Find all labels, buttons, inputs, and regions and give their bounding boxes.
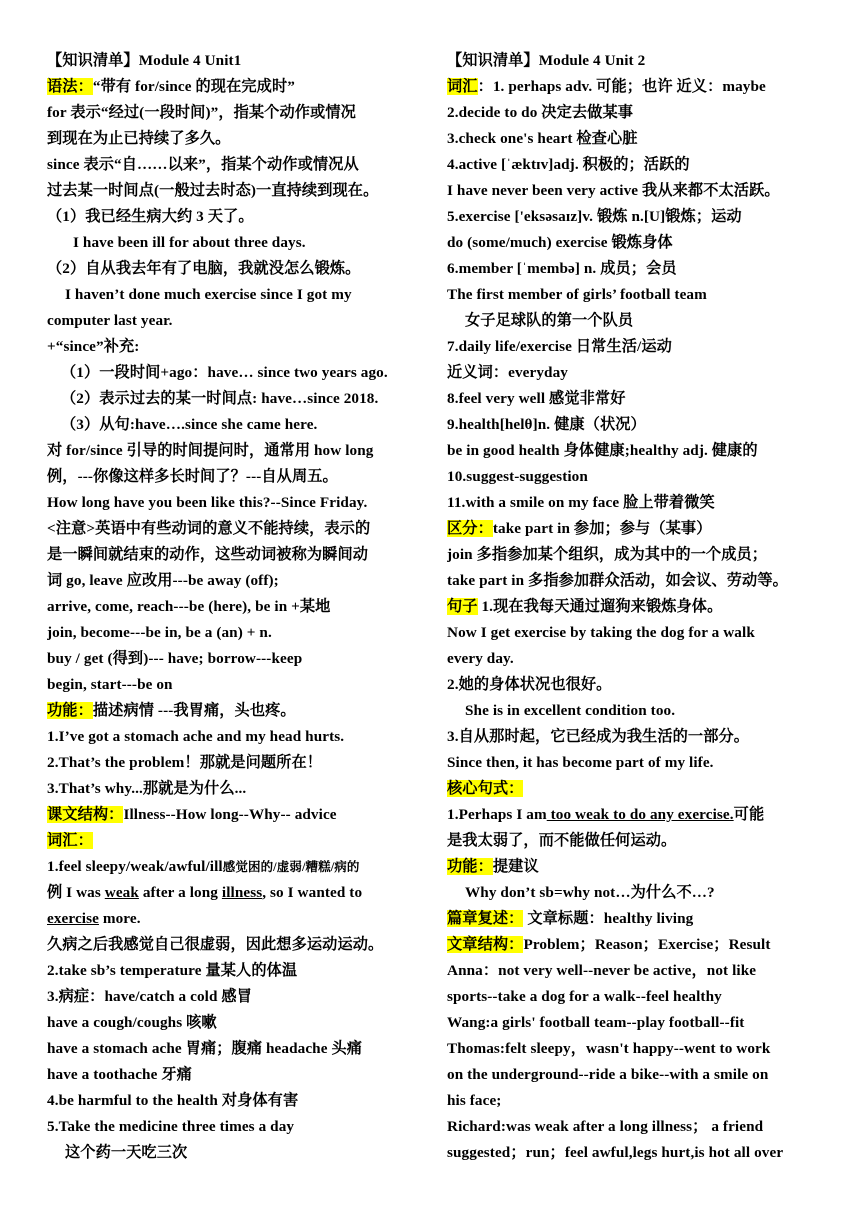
text-line: have a stomach ache 胃痛；腹痛 headache 头痛 bbox=[47, 1040, 363, 1057]
example-line bbox=[47, 906, 419, 932]
text-line: 女子足球队的第一个队员 bbox=[465, 312, 634, 329]
text-line: +“since”补充: bbox=[47, 338, 140, 355]
structure-label: 课文结构： bbox=[47, 806, 124, 823]
text-line: <注意>英语中有些动词的意义不能持续，表示的 bbox=[47, 520, 371, 537]
text-line: 11.with a smile on my face 脸上带着微笑 bbox=[447, 494, 715, 511]
underlined-word: exercise bbox=[47, 910, 99, 927]
distinguish-label: 区分： bbox=[447, 520, 493, 537]
underlined-word: illness bbox=[221, 884, 263, 901]
structure-line bbox=[447, 932, 819, 958]
text-line: 2.她的身体状况也很好。 bbox=[447, 676, 612, 693]
text-line: 久病之后我感觉自己很虚弱，因此想多运动运动。 bbox=[47, 936, 384, 953]
underlined-word: weak bbox=[104, 884, 139, 901]
text-line: do (some/much) exercise 锻炼身体 bbox=[447, 234, 673, 251]
text-line: be in good health 身体健康;healthy adj. 健康的 bbox=[447, 442, 758, 459]
structure-label: 文章结构： bbox=[447, 936, 524, 953]
text-line: （1）一段时间+ago：have… since two years ago. bbox=[61, 364, 388, 381]
text-line: 近义词：everyday bbox=[447, 364, 568, 381]
text-line: She is in excellent condition too. bbox=[465, 702, 676, 719]
text-line: 4.be harmful to the health 对身体有害 bbox=[47, 1092, 299, 1109]
text-line: 7.daily life/exercise 日常生活/运动 bbox=[447, 338, 672, 355]
function-text: 提建议 bbox=[492, 858, 539, 875]
structure-text: Illness--How long--Why-- advice bbox=[123, 806, 337, 823]
review-label: 篇章复述： bbox=[447, 910, 524, 927]
text-line: Since then, it has become part of my life. bbox=[447, 754, 714, 771]
core-sentence-line bbox=[447, 776, 819, 802]
text-line: 2.That’s the problem！那就是问题所在！ bbox=[47, 754, 323, 771]
grammar-text: “带有 for/since 的现在完成时” bbox=[92, 78, 295, 95]
text-line: 2.decide to do 决定去做某事 bbox=[447, 104, 634, 121]
text-line: 2.take sb’s temperature 量某人的体温 bbox=[47, 962, 298, 979]
text-line: 词 go, leave 应改用---be away (off); bbox=[47, 572, 279, 589]
text-line: 8.feel very well 感觉非常好 bbox=[447, 390, 626, 407]
underlined-phrase: too weak to do any exercise. bbox=[546, 806, 734, 823]
text-line: 对 for/since 引导的时间提问时，通常用 how long bbox=[47, 442, 374, 459]
text-line: 3.自从那时起，它已经成为我生活的一部分。 bbox=[447, 728, 750, 745]
vocab-meaning: 感觉困的/虚弱/糟糕/病的 bbox=[222, 860, 360, 874]
text-line: 10.suggest-suggestion bbox=[447, 468, 588, 485]
text-line: join 多指参加某个组织，成为其中的一个成员； bbox=[447, 546, 768, 563]
text-line: I have never been very active 我从来都不太活跃。 bbox=[447, 182, 780, 199]
grammar-label: 语法： bbox=[47, 78, 93, 95]
unit1-title: 【知识清单】Module 4 Unit1 bbox=[47, 52, 242, 69]
grammar-line bbox=[47, 74, 419, 100]
text-line: How long have you been like this?--Since Friday. bbox=[47, 494, 368, 511]
text-line: Wang:a girls' football team--play football--fit bbox=[447, 1014, 745, 1031]
example-part: , so I wanted to bbox=[262, 884, 363, 901]
text-line: 这个药一天吃三次 bbox=[65, 1144, 188, 1161]
text-line: begin, start---be on bbox=[47, 676, 173, 693]
text-line: take part in 多指参加群众活动，如会议、劳动等。 bbox=[447, 572, 788, 589]
structure-text: Problem；Reason；Exercise；Result bbox=[523, 936, 771, 953]
vocab-line bbox=[447, 74, 819, 100]
vocab-line bbox=[47, 828, 419, 854]
text-line: Richard:was weak after a long illness； a friend bbox=[447, 1118, 764, 1135]
text-line: I have been ill for about three days. bbox=[73, 234, 306, 251]
text-line: （3）从句:have….since she came here. bbox=[61, 416, 318, 433]
text-line: 是我太弱了，而不能做任何运动。 bbox=[447, 832, 677, 849]
text-line: 9.health[helθ]n. 健康（状况） bbox=[447, 416, 646, 433]
sentence-line bbox=[447, 594, 819, 620]
function-line bbox=[47, 698, 419, 724]
text-line: I haven’t done much exercise since I got my bbox=[65, 286, 352, 303]
text-line: （1）我已经生病大约 3 天了。 bbox=[47, 208, 254, 225]
distinguish-text: take part in 参加；参与（某事） bbox=[492, 520, 712, 537]
text-line: his face; bbox=[447, 1092, 502, 1109]
core-sentence bbox=[447, 802, 819, 828]
text-line: join, become---be in, be a (an) + n. bbox=[47, 624, 272, 641]
sentence-label: 句子 bbox=[447, 598, 478, 615]
text-line: （2）表示过去的某一时间点: have…since 2018. bbox=[61, 390, 379, 407]
text-line: 6.member [ˈmembə] n. 成员；会员 bbox=[447, 260, 677, 277]
vocab-item: 1.feel sleepy/weak/awful/ill bbox=[47, 858, 223, 875]
structure-line bbox=[47, 802, 419, 828]
text-line: 3.check one's heart 检查心脏 bbox=[447, 130, 638, 147]
text-line bbox=[47, 854, 419, 880]
function-line bbox=[447, 854, 819, 880]
text-line: have a cough/coughs 咳嗽 bbox=[47, 1014, 217, 1031]
text-line: 1.I’ve got a stomach ache and my head hurts. bbox=[47, 728, 345, 745]
text-line: 是一瞬间就结束的动作，这些动词被称为瞬间动 bbox=[47, 546, 369, 563]
text-line: every day. bbox=[447, 650, 514, 667]
text-line: 到现在为止已持续了多久。 bbox=[47, 130, 231, 147]
text-line: for 表示“经过(一段时间)”，指某个动作或情况 bbox=[47, 104, 356, 121]
text-line: 过去某一时间点(一般过去时态)一直持续到现在。 bbox=[47, 182, 379, 199]
function-label: 功能： bbox=[47, 702, 93, 719]
function-text: 描述病情 ---我胃痛，头也疼。 bbox=[92, 702, 296, 719]
text-line: 4.active [ˈæktɪv]adj. 积极的；活跃的 bbox=[447, 156, 690, 173]
left-column bbox=[47, 48, 419, 1166]
right-column bbox=[447, 48, 819, 1166]
text-line: have a toothache 牙痛 bbox=[47, 1066, 192, 1083]
core-part: 可能 bbox=[733, 806, 765, 823]
distinguish-line bbox=[447, 516, 819, 542]
vocab-label: 词汇 bbox=[447, 78, 478, 95]
function-label: 功能： bbox=[447, 858, 493, 875]
text-line: Now I get exercise by taking the dog for a walk bbox=[447, 624, 755, 641]
text-line: sports--take a dog for a walk--feel healthy bbox=[447, 988, 722, 1005]
text-line: suggested；run；feel awful,legs hurt,is hot all over bbox=[447, 1144, 784, 1161]
text-line: 例，---你像这样多长时间了？---自从周五。 bbox=[47, 468, 338, 485]
text-line: The first member of girls’ football team bbox=[447, 286, 707, 303]
review-line bbox=[447, 906, 819, 932]
text-line: Thomas:felt sleepy，wasn't happy--went to work bbox=[447, 1040, 771, 1057]
text-line: 3.病症：have/catch a cold 感冒 bbox=[47, 988, 252, 1005]
text-line: Anna：not very well--never be active，not like bbox=[447, 962, 757, 979]
example-part: 例 I was bbox=[47, 884, 105, 901]
text-line: computer last year. bbox=[47, 312, 173, 329]
core-sentence-label: 核心句式： bbox=[447, 780, 524, 797]
text-line: 5.exercise ['eksəsaɪz]v. 锻炼 n.[U]锻炼；运动 bbox=[447, 208, 742, 225]
text-line: 3.That’s why...那就是为什么... bbox=[47, 780, 247, 797]
example-line bbox=[47, 880, 419, 906]
sentence-text: 1.现在我每天通过遛狗来锻炼身体。 bbox=[477, 598, 723, 615]
example-part: after a long bbox=[138, 884, 222, 901]
text-line: arrive, come, reach---be (here), be in +某地 bbox=[47, 598, 331, 615]
text-line: Why don’t sb=why not…为什么不…? bbox=[465, 884, 715, 901]
vocab-label: 词汇： bbox=[47, 832, 93, 849]
text-line: on the underground--ride a bike--with a smile on bbox=[447, 1066, 769, 1083]
vocab-text: ：1. perhaps adv. 可能；也许 近义：maybe bbox=[477, 78, 766, 95]
example-part: more. bbox=[98, 910, 141, 927]
review-text: 文章标题：healthy living bbox=[523, 910, 694, 927]
text-line: 5.Take the medicine three times a day bbox=[47, 1118, 295, 1135]
text-line: （2）自从我去年有了电脑，我就没怎么锻炼。 bbox=[47, 260, 361, 277]
core-part: 1.Perhaps I am bbox=[447, 806, 547, 823]
text-line: buy / get (得到)--- have; borrow---keep bbox=[47, 650, 303, 667]
text-line: since 表示“自……以来”，指某个动作或情况从 bbox=[47, 156, 359, 173]
unit2-title: 【知识清单】Module 4 Unit 2 bbox=[447, 52, 646, 69]
